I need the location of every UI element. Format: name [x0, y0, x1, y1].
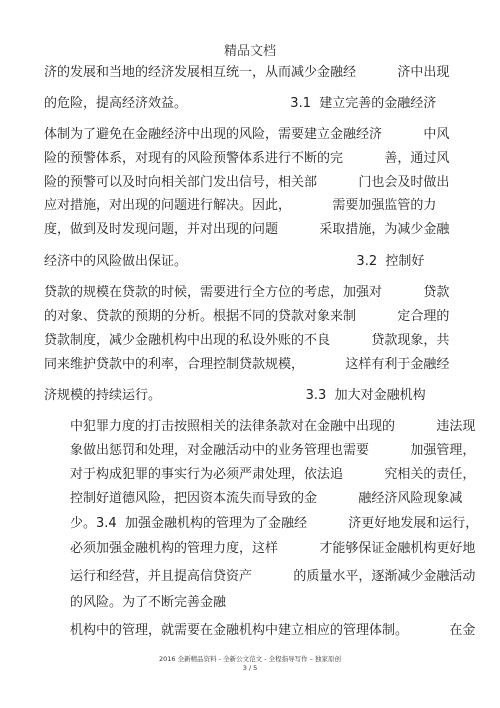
text-line: 同来维护贷款中的利率，合理控制贷款规模， 这样有利于金融经 [44, 357, 450, 372]
text-line: 中犯罪力度的打击按照相关的法律条款对在金融中出现的 违法现 [70, 419, 476, 434]
text-line: 经济中的风险做出保证。 3.2 控制好 [44, 254, 425, 269]
text-line: 必须加强金融机构的管理力度，这样 才能够保证金融机构更好地 [70, 541, 476, 556]
text-line: 险的预警可以及时向相关部门发出信号，相关部 门也会及时做出 [44, 175, 450, 190]
text-line: 的风险。为了不断完善金融 [70, 595, 227, 610]
text-line: 体制为了避免在金融经济中出现的风险，需要建立金融经济 中风 [44, 127, 450, 142]
text-line: 少。3.4 加强金融机构的管理为了金融经 济更好地发展和运行， [70, 516, 479, 531]
text-line: 控制好道德风险，把因资本流失而导致的金 融经济风险现象减 [70, 491, 463, 506]
page-header: 精品文档 [223, 44, 276, 59]
text-line: 的危险，提高经济效益。 3.1 建立完善的金融经济 [44, 96, 437, 111]
text-line: 对于构成犯罪的事实行为必须严肃处理，依法追 究相关的责任， [70, 467, 476, 482]
text-line: 贷款制度，减少金融机构中出现的私设外账的不良 贷款现象，共 [44, 333, 450, 348]
text-line: 济的发展和当地的经济发展相互统一，从而减少金融经 济中出现 [44, 65, 450, 80]
page-number: 3 / 5 [242, 664, 258, 672]
text-line: 象做出惩罚和处理，对金融活动中的业务管理也需要 加强管理， [70, 443, 476, 458]
text-line: 济规模的持续运行。 3.3 加大对金融机构 [44, 388, 426, 403]
footer-links: 2016 全新精品资料 - 全新公文范文 - 全程指导写作 – 独家原创 [159, 655, 341, 663]
text-line: 应对措施，对出现的问题进行解决。因此， 需要加强监管的力 [44, 198, 437, 213]
text-line: 贷款的规模在贷款的时候，需要进行全方位的考虑，加强对 贷款 [44, 285, 450, 300]
text-line: 的对象、贷款的预期的分析。根据不同的贷款对象来制 定合理的 [44, 309, 450, 324]
text-line: 险的预警体系，对现有的风险预警体系进行不断的完 善，通过风 [44, 151, 450, 166]
text-line: 机构中的管理，就需要在金融机构中建立相应的管理体制。 在金 [70, 623, 476, 638]
text-line: 运行和经营，并且提高信贷资产 的质量水平，逐渐减少金融活动 [70, 569, 476, 584]
text-line: 度，做到及时发现问题，并对出现的问题 采取措施，为减少金融 [44, 222, 450, 237]
